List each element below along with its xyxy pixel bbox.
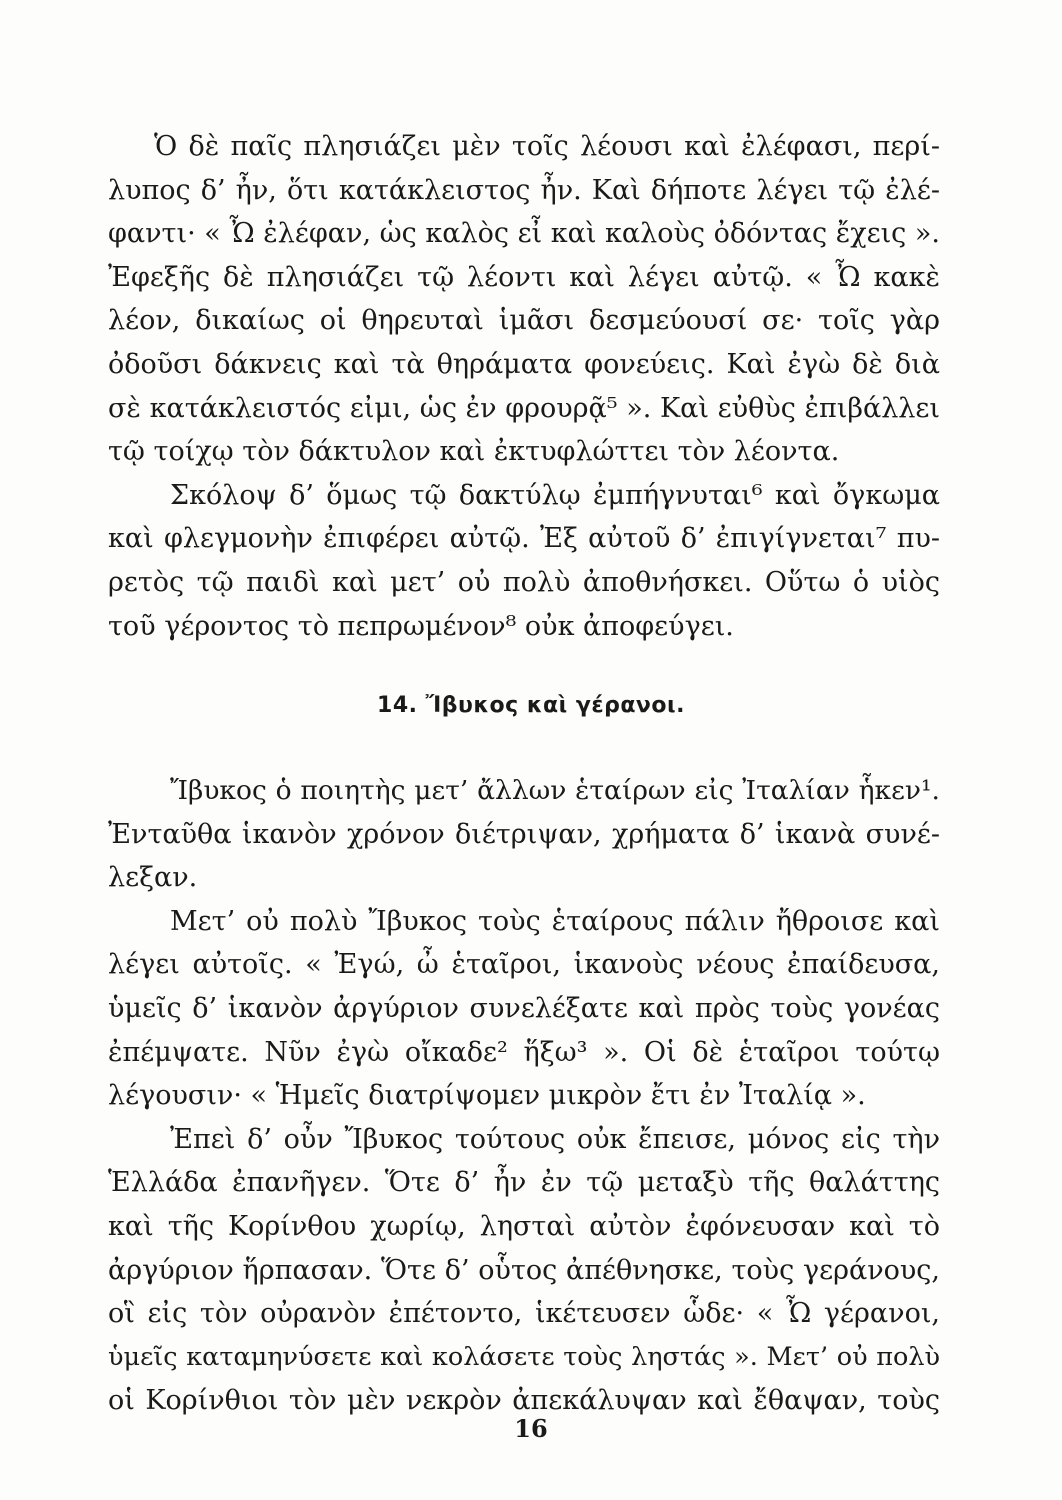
text-line: σὲ κατάκλειστός εἰμι, ὡς ἐν φρουρᾷ⁵ ». Καὶ εὐθὺς ἐπιβάλλει (108, 392, 940, 424)
text-line: οἱ Κορίνθιοι τὸν μὲν νεκρὸν ἀπεκάλυψαν καὶ ἔθαψαν, τοὺς (108, 1385, 940, 1417)
text-block-upper (108, 125, 940, 648)
text-line: Ἐνταῦθα ἱκανὸν χρόνον διέτριψαν, χρήματα δ’ ἱκανὰ συνέ- (108, 818, 940, 850)
text-line: τοῦ γέροντος τὸ πεπρωμένον⁸ οὐκ ἀποφεύγει. (108, 610, 734, 642)
text-block-lower (108, 769, 940, 1423)
text-line: Ἐπεὶ δ’ οὖν Ἴβυκος τούτους οὐκ ἔπεισε, μόνος εἰς τὴν (170, 1123, 940, 1155)
text-line: τῷ τοίχῳ τὸν δάκτυλον καὶ ἐκτυφλώττει τὸν λέοντα. (108, 436, 840, 468)
text-line: ἀργύριον ἥρπασαν. Ὅτε δ’ οὗτος ἀπέθνησκε, τοὺς γεράνους, (108, 1254, 940, 1286)
text-line: καὶ φλεγμονὴν ἐπιφέρει αὐτῷ. Ἐξ αὐτοῦ δ’ ἐπιγίγνεται⁷ πυ- (108, 523, 940, 555)
text-line: Μετ’ οὐ πολὺ Ἴβυκος τοὺς ἑταίρους πάλιν ἤθροισε καὶ (170, 905, 940, 937)
text-line: Ἴβυκος ὁ ποιητὴς μετ’ ἄλλων ἑταίρων εἰς Ἰταλίαν ἧκεν¹. (170, 775, 940, 806)
text-line: λεξαν. (108, 862, 198, 894)
text-line: φαντι· « Ὦ ἐλέφαν, ὡς καλὸς εἶ καὶ καλοὺς ὀδόντας ἔχεις ». (108, 218, 940, 250)
text-line: ἐπέμψατε. Νῦν ἐγὼ οἴκαδε² ἥξω³ ». Οἱ δὲ ἑταῖροι τούτῳ (108, 1036, 940, 1068)
text-line: ὑμεῖς δ’ ἱκανὸν ἀργύριον συνελέξατε καὶ πρὸς τοὺς γονέας (108, 992, 940, 1024)
text-line: οἳ εἰς τὸν οὐρανὸν ἐπέτοντο, ἱκέτευσεν ὧδε· « Ὦ γέρανοι, (108, 1298, 940, 1330)
text-line: Σκόλοψ δ’ ὅμως τῷ δακτύλῳ ἐμπήγνυται⁶ καὶ ὄγκωμα (170, 479, 940, 511)
page-number: 16 (514, 1414, 548, 1443)
text-line: λέον, δικαίως οἱ θηρευταὶ ἱμᾶσι δεσμεύουσί σε· τοῖς γὰρ (108, 305, 940, 337)
text-line: Ὁ δὲ παῖς πλησιάζει μὲν τοῖς λέουσι καὶ ἐλέφασι, περί- (154, 131, 940, 162)
text-line: Ἑλλάδα ἐπανῆγεν. Ὅτε δ’ ἦν ἐν τῷ μεταξὺ τῆς θαλάττης (108, 1167, 940, 1199)
text-line: Ἐφεξῆς δὲ πλησιάζει τῷ λέοντι καὶ λέγει αὐτῷ. « Ὦ κακὲ (108, 261, 940, 293)
text-line: ρετὸς τῷ παιδὶ καὶ μετ’ οὐ πολὺ ἀποθνήσκει. Οὕτω ὁ υἱὸς (108, 566, 940, 598)
text-line: λέγει αὐτοῖς. « Ἐγώ, ὦ ἑταῖροι, ἱκανοὺς νέους ἐπαίδευσα, (108, 949, 940, 981)
chapter-heading: 14. Ἴβυκος καὶ γέρανοι. (377, 693, 685, 718)
text-line: λέγουσιν· « Ἡμεῖς διατρίψομεν μικρὸν ἔτι ἐν Ἰταλίᾳ ». (108, 1080, 866, 1112)
text-line: ὑμεῖς καταμηνύσετε καὶ κολάσετε τοὺς ληστάς ». Μετ’ οὐ πολὺ (108, 1341, 940, 1372)
text-line: λυπος δ’ ἦν, ὅτι κατάκλειστος ἦν. Καὶ δήποτε λέγει τῷ ἐλέ- (108, 174, 940, 206)
text-line: ὀδοῦσι δάκνεις καὶ τὰ θηράματα φονεύεις. Καὶ ἐγὼ δὲ διὰ (108, 348, 940, 380)
text-line: καὶ τῆς Κορίνθου χωρίῳ, λησταὶ αὐτὸν ἐφόνευσαν καὶ τὸ (108, 1210, 940, 1242)
